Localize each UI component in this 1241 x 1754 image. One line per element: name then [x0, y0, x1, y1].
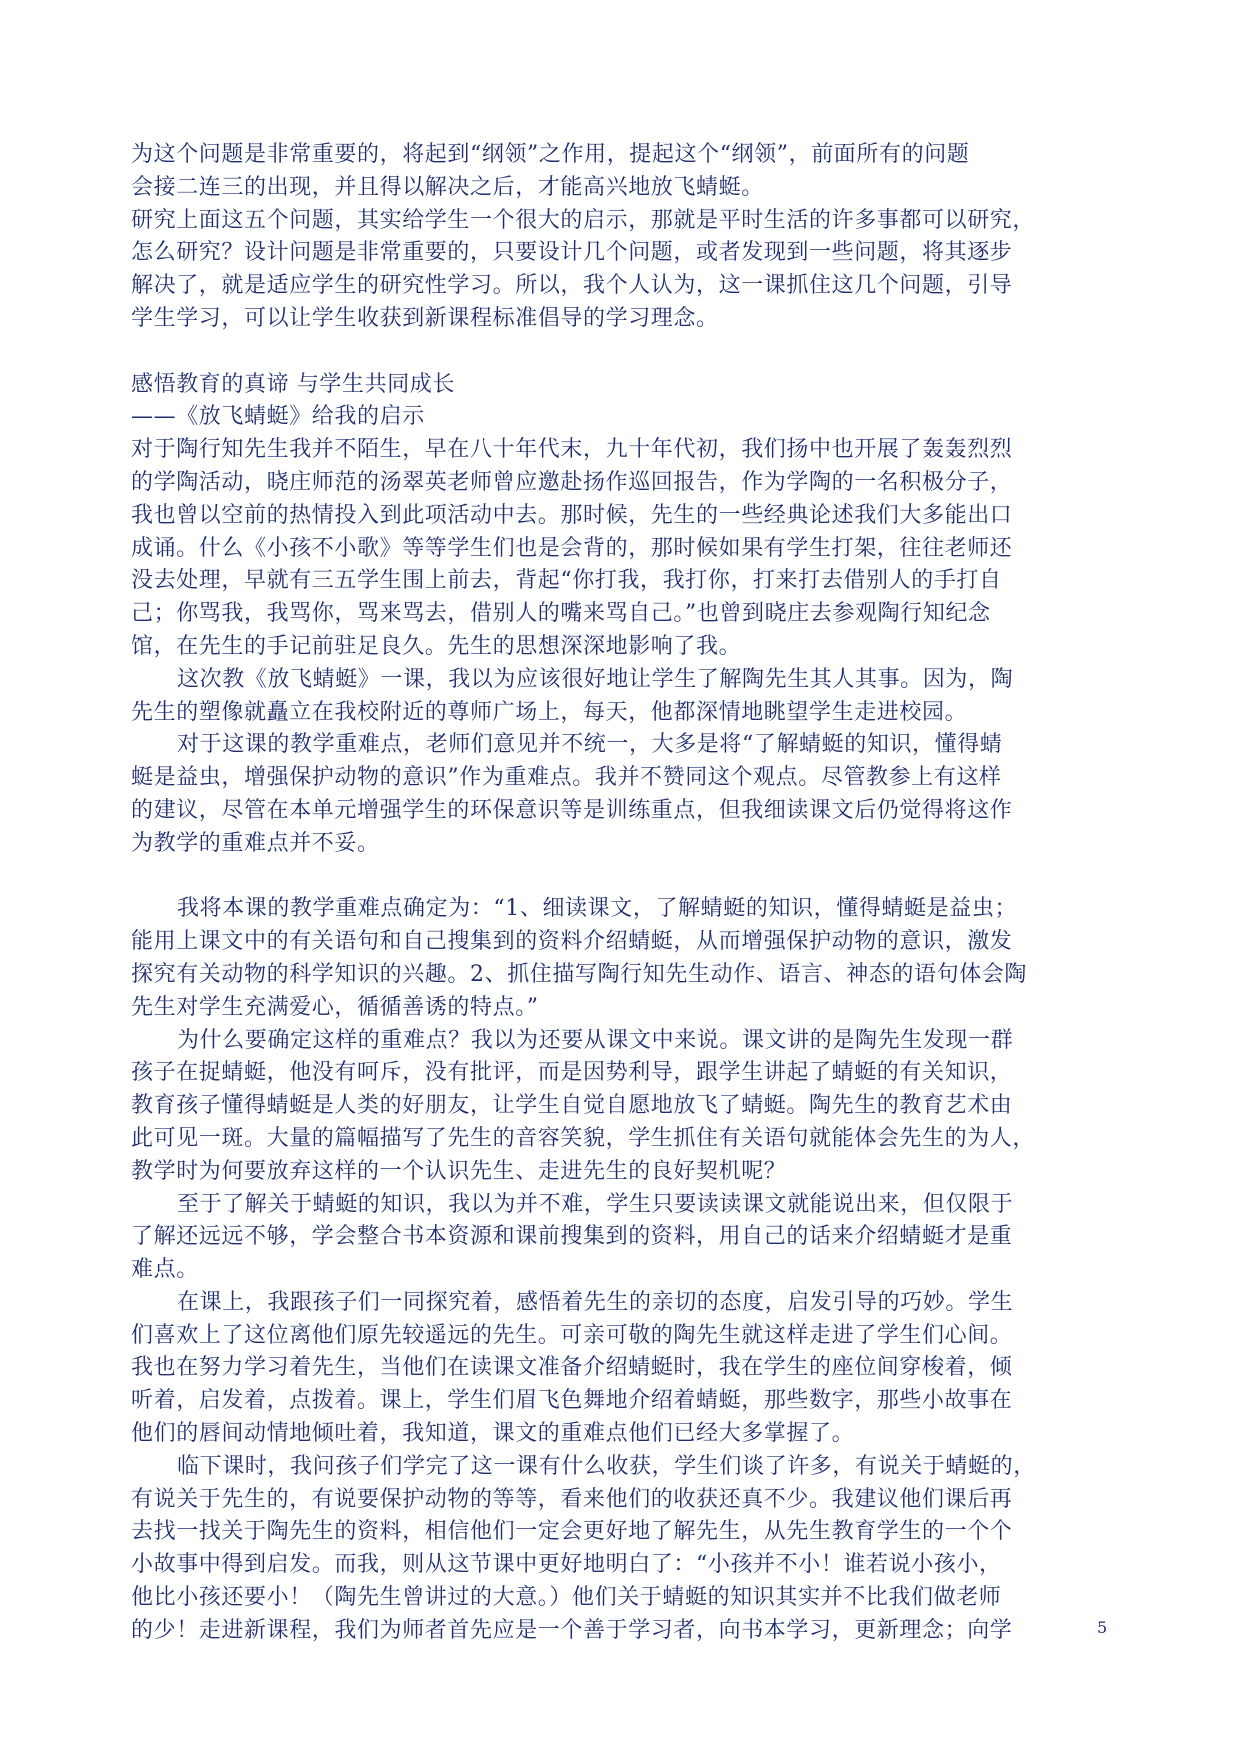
document-page	[131, 139, 1106, 1648]
text-line: 教育孩子懂得蜻蜓是人类的好朋友，让学生自觉自愿地放飞了蜻蜓。陶先生的教育艺术由	[131, 1093, 1013, 1119]
intro-text	[131, 139, 1106, 336]
text-line: 解决了，就是适应学生的研究性学习。所以，我个人认为，这一课抓住这几个问题，引导	[131, 273, 1013, 299]
paragraph-5	[131, 1025, 1106, 1189]
text-line: 他比小孩还要小！（陶先生曾讲过的大意。）他们关于蜻蜓的知识其实并不比我们做老师	[131, 1585, 1002, 1611]
text-line: 为什么要确定这样的重难点？我以为还要从课文中来说。课文讲的是陶先生发现一群	[177, 1027, 1014, 1053]
text-line: 的学陶活动，晓庄师范的汤翠英老师曾应邀赴扬作巡回报告，作为学陶的一名积极分子，	[131, 469, 1013, 495]
text-line: 为这个问题是非常重要的，将起到“纲领”之作用，提起这个“纲领”，前面所有的问题	[131, 142, 970, 167]
text-line: 听着，启发着，点拨着。课上，学生们眉飞色舞地介绍着蜻蜓，那些数字，那些小故事在	[131, 1388, 1013, 1414]
blank-line	[131, 861, 1106, 894]
text-line: 此可见一斑。大量的篇幅描写了先生的音容笑貌，学生抓住有关语句就能体会先生的为人，	[131, 1125, 1036, 1151]
text-line: 没去处理，早就有三五学生围上前去，背起“你打我，我打你，打来打去借别人的手打自	[131, 568, 1002, 594]
paragraph-4	[131, 893, 1106, 1024]
text-line: 的建议，尽管在本单元增强学生的环保意识等是训练重点，但我细读课文后仍觉得将这作	[131, 797, 1013, 823]
text-line: 探究有关动物的科学知识的兴趣。2、抓住描写陶行知先生动作、语言、神态的语句体会陶	[131, 961, 1027, 987]
text-line: 们喜欢上了这位离他们原先较遥远的先生。可亲可敬的陶先生就这样走进了学生们心间。	[131, 1322, 1013, 1348]
text-line: 难点。	[131, 1257, 199, 1283]
text-line: 会接二连三的出现，并且得以解决之后，才能高兴地放飞蜻蜓。	[131, 174, 764, 200]
text-line: 了解还远远不够，学会整合书本资源和课前搜集到的资料，用自己的话来介绍蜻蜓才是重	[131, 1224, 1013, 1250]
text-line: 己；你骂我，我骂你，骂来骂去，借别人的嘴来骂自己。”也曾到晓庄去参观陶行知纪念	[131, 601, 991, 627]
text-line: 怎么研究？设计问题是非常重要的，只要设计几个问题，或者发现到一些问题，将其逐步	[131, 240, 1013, 266]
text-line: 蜓是益虫，增强保护动物的意识”作为重难点。我并不赞同这个观点。尽管教参上有这样	[131, 765, 1002, 791]
text-line: 他们的唇间动情地倾吐着，我知道，课文的重难点他们已经大多掌握了。	[131, 1421, 855, 1447]
text-line: 在课上，我跟孩子们一同探究着，感悟着先生的亲切的态度，启发引导的巧妙。学生	[177, 1289, 1014, 1315]
text-line: 孩子在捉蜻蜓，他没有呵斥，没有批评，而是因势利导，跟学生讲起了蜻蜓的有关知识，	[131, 1060, 1013, 1086]
text-line: 我将本课的教学重难点确定为：“1、细读课文，了解蜻蜓的知识，懂得蜻蜓是益虫；	[177, 896, 1018, 922]
text-line: 为教学的重难点并不妥。	[131, 830, 380, 856]
text-line: 至于了解关于蜻蜓的知识，我以为并不难，学生只要读读课文就能说出来，但仅限于	[177, 1191, 1014, 1217]
text-line: 对于陶行知先生我并不陌生，早在八十年代末，九十年代初，我们扬中也开展了轰轰烈烈	[131, 437, 1013, 463]
text-line: 先生对学生充满爱心，循循善诱的特点。”	[131, 994, 539, 1020]
text-line: 对于这课的教学重难点，老师们意见并不统一，大多是将“了解蜻蜓的知识，懂得蜻	[177, 732, 1003, 758]
paragraph-8	[131, 1451, 1106, 1648]
text-line: 的少！走进新课程，我们为师者首先应是一个善于学习者，向书本学习，更新理念；向学	[131, 1617, 1013, 1643]
text-line: 教学时为何要放弃这样的一个认识先生、走进先生的良好契机呢？	[131, 1158, 787, 1184]
paragraph-6	[131, 1189, 1106, 1287]
text-line: 去找一找关于陶先生的资料，相信他们一定会更好地了解先生，从先生教育学生的一个个	[131, 1519, 1013, 1545]
article-subtitle: ——《放飞蜻蜓》给我的启示	[131, 404, 425, 430]
page-number: 5	[1097, 1618, 1108, 1637]
text-line: 小故事中得到启发。而我，则从这节课中更好地明白了：“小孩并不小！谁若说小孩小，	[131, 1552, 1002, 1578]
text-line: 馆，在先生的手记前驻足良久。先生的思想深深地影响了我。	[131, 633, 742, 659]
text-line: 临下课时，我问孩子们学完了这一课有什么收获，学生们谈了许多，有说关于蜻蜓的，	[177, 1453, 1036, 1479]
paragraph-3	[131, 729, 1106, 860]
text-line: 成诵。什么《小孩不小歌》等等学生们也是会背的，那时候如果有学生打架，往往老师还	[131, 535, 1013, 561]
text-line: 研究上面这五个问题，其实给学生一个很大的启示，那就是平时生活的许多事都可以研究，	[131, 207, 1036, 233]
text-line: 我也在努力学习着先生，当他们在读课文准备介绍蜻蜓时，我在学生的座位间穿梭着，倾	[131, 1355, 1013, 1381]
blank-line	[131, 336, 1106, 369]
text-line: 能用上课文中的有关语句和自己搜集到的资料介绍蜻蜓，从而增强保护动物的意识，激发	[131, 929, 1013, 955]
text-line: 学生学习，可以让学生收获到新课程标准倡导的学习理念。	[131, 305, 719, 331]
paragraph-1	[131, 434, 1106, 664]
text-line: 有说关于先生的，有说要保护动物的等等，看来他们的收获还真不少。我建议他们课后再	[131, 1486, 1013, 1512]
article-title: 感悟教育的真谛 与学生共同成长	[131, 371, 455, 397]
paragraph-2	[131, 664, 1106, 730]
text-line: 先生的塑像就矗立在我校附近的尊师广场上，每天，他都深情地眺望学生走进校园。	[131, 699, 968, 725]
text-line: 我也曾以空前的热情投入到此项活动中去。那时候，先生的一些经典论述我们大多能出口	[131, 502, 1013, 528]
paragraph-7	[131, 1287, 1106, 1451]
text-line: 这次教《放飞蜻蜓》一课，我以为应该很好地让学生了解陶先生其人其事。因为，陶	[177, 666, 1014, 692]
